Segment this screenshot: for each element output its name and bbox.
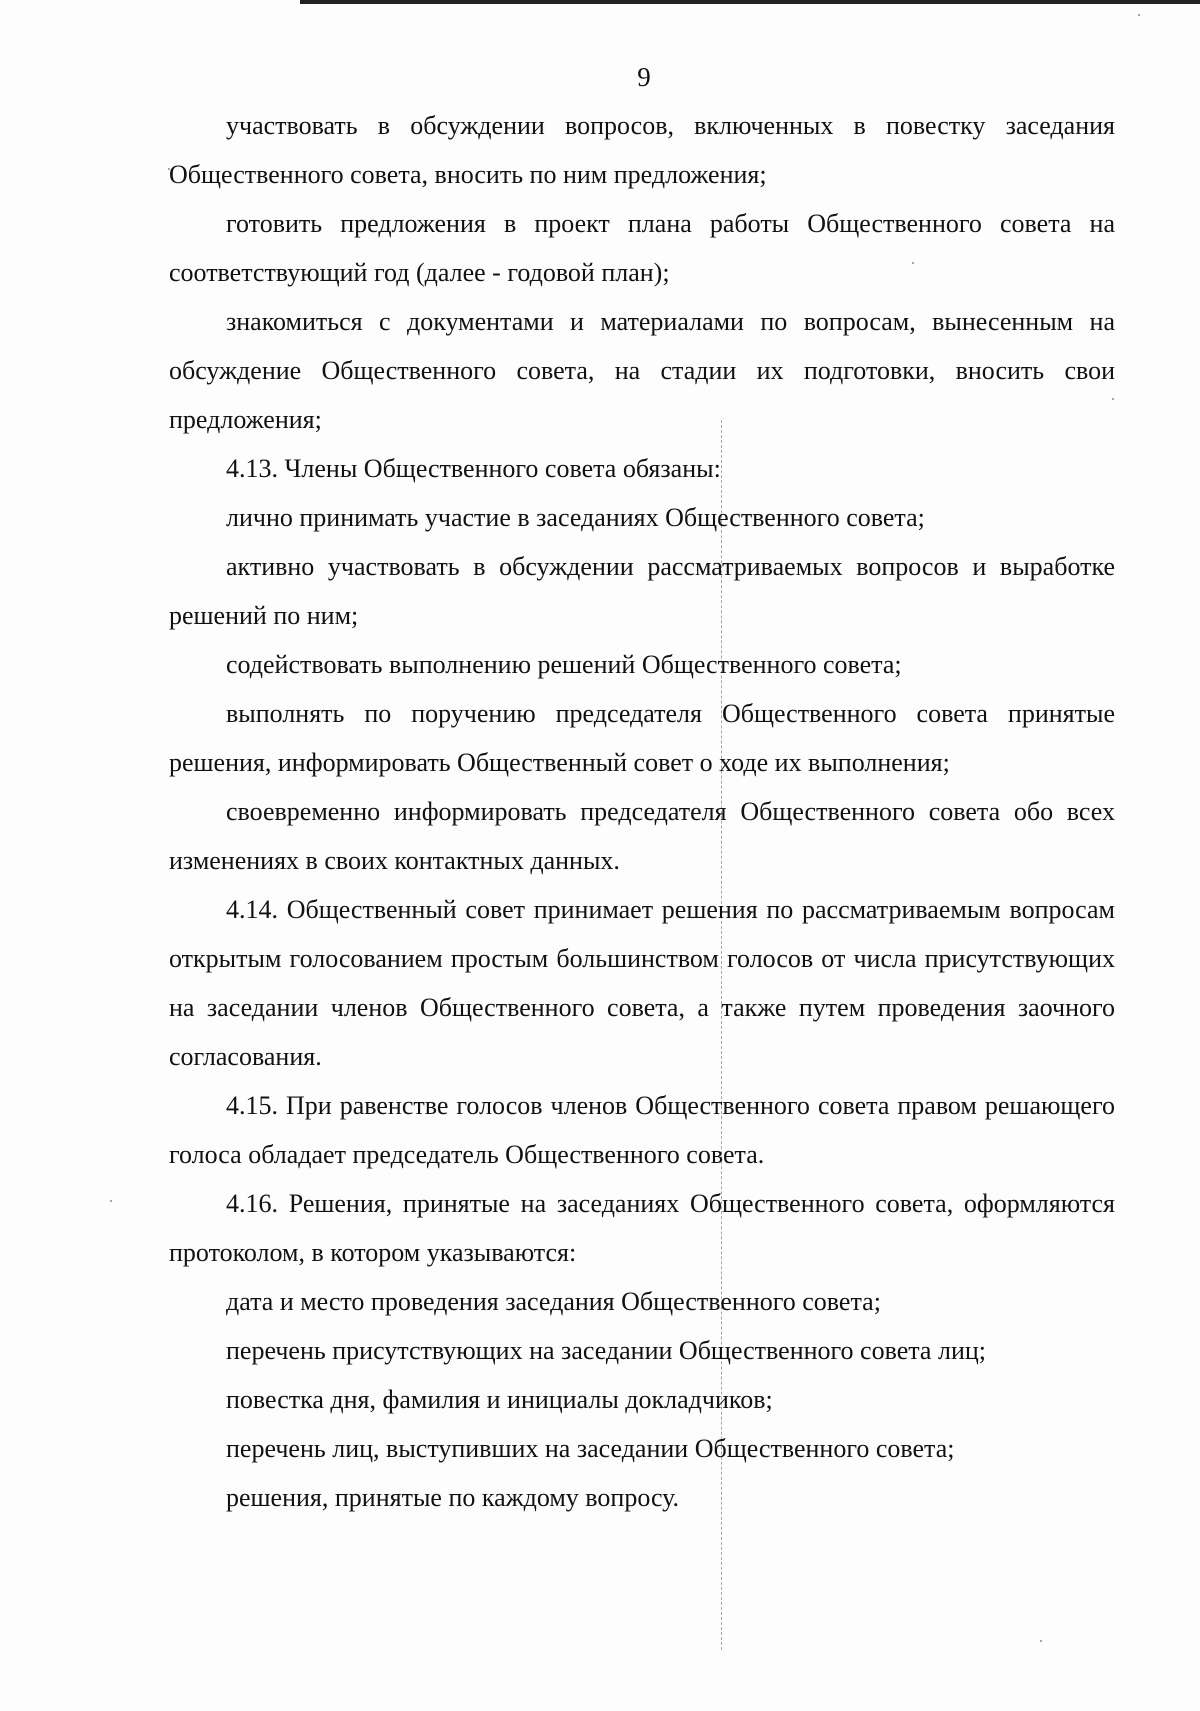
scan-speck xyxy=(110,1200,112,1202)
paragraph-review-documents: знакомиться с документами и материалами по вопросам, вынесенным на обсуждение Общественного совета, на стадии их подготовки, вносить свои предложения; xyxy=(169,307,1115,434)
protocol-item-speakers: перечень лиц, выступивших на заседании Общественного совета; xyxy=(226,1434,955,1463)
scan-speck xyxy=(912,262,914,264)
paragraph-4-14-voting: 4.14. Общественный совет принимает решения по рассматриваемым вопросам открытым голосованием простым большинством голосов от числа присутствующих на заседании членов Общественного совета, а также путем проведения заочного согласования. xyxy=(169,895,1115,1071)
paragraph-attend-meetings: лично принимать участие в заседаниях Общественного совета; xyxy=(226,503,925,532)
scan-top-edge xyxy=(300,0,1200,4)
paragraph-4-16-protocol: 4.16. Решения, принятые на заседаниях Общественного совета, оформляются протоколом, в котором указываются: xyxy=(169,1189,1115,1267)
paragraph-4-13-heading: 4.13. Члены Общественного совета обязаны: xyxy=(226,454,721,483)
protocol-item-decisions: решения, принятые по каждому вопросу. xyxy=(226,1483,680,1512)
document-body xyxy=(169,101,1115,1522)
protocol-item-date-place: дата и место проведения заседания Общественного совета; xyxy=(226,1287,881,1316)
paragraph-assist-decisions: содействовать выполнению решений Общественного совета; xyxy=(226,650,902,679)
scan-speck xyxy=(1112,398,1114,400)
paragraph-inform-contacts: своевременно информировать председателя Общественного совета обо всех изменениях в своих контактных данных. xyxy=(169,797,1115,875)
protocol-item-agenda: повестка дня, фамилия и инициалы докладчиков; xyxy=(226,1385,773,1414)
paragraph-execute-assignments: выполнять по поручению председателя Общественного совета принятые решения, информировать Общественный совет о ходе их выполнения; xyxy=(169,699,1115,777)
paragraph-4-15-tie-vote: 4.15. При равенстве голосов членов Общественного совета правом решающего голоса обладает председатель Общественного совета. xyxy=(169,1091,1115,1169)
page-number: 9 xyxy=(637,62,651,92)
protocol-item-attendees: перечень присутствующих на заседании Общественного совета лиц; xyxy=(226,1336,986,1365)
scan-speck xyxy=(1138,14,1140,16)
scan-speck xyxy=(1040,1640,1042,1642)
scan-speck xyxy=(168,168,170,170)
paragraph-active-participation: активно участвовать в обсуждении рассматриваемых вопросов и выработке решений по ним; xyxy=(169,552,1115,630)
paragraph-prepare-proposals: готовить предложения в проект плана работы Общественного совета на соответствующий год (далее - годовой план); xyxy=(169,209,1115,287)
paragraph-participate-discussion: участвовать в обсуждении вопросов, включенных в повестку заседания Общественного совета, вносить по ним предложения; xyxy=(169,111,1115,189)
scan-artifact-line xyxy=(721,420,723,1650)
